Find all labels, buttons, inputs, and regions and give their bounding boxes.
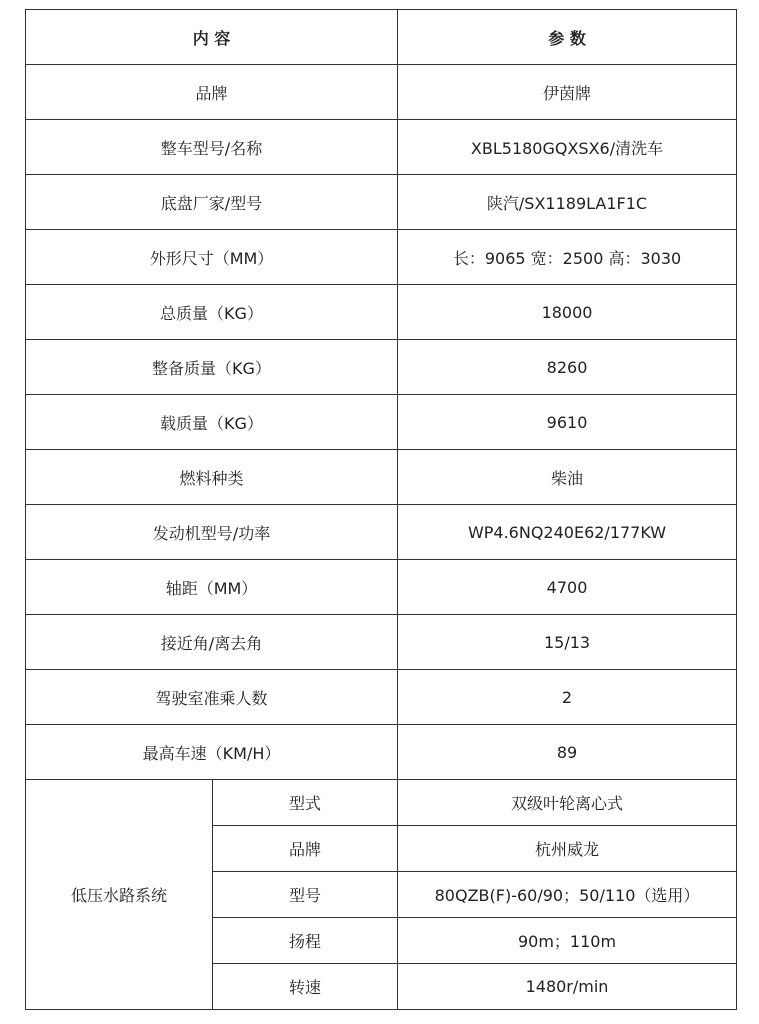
table-row xyxy=(26,285,737,340)
row-value: 4700 xyxy=(398,560,737,615)
sub-row-label: 扬程 xyxy=(213,918,398,964)
sub-row-value: 80QZB(F)-60/90；50/110（选用） xyxy=(398,872,737,918)
row-label: 最高车速（KM/H） xyxy=(26,725,398,780)
spec-table xyxy=(25,9,737,1010)
row-label: 品牌 xyxy=(26,65,398,120)
table-row xyxy=(26,670,737,725)
row-value: WP4.6NQ240E62/177KW xyxy=(398,505,737,560)
table-header-row xyxy=(26,10,737,65)
row-value: 柴油 xyxy=(398,450,737,505)
table-row xyxy=(26,340,737,395)
row-value: 18000 xyxy=(398,285,737,340)
table-row xyxy=(26,175,737,230)
sub-row-value: 杭州威龙 xyxy=(398,826,737,872)
sub-row-label: 转速 xyxy=(213,964,398,1010)
table-row xyxy=(26,615,737,670)
row-label: 总质量（KG） xyxy=(26,285,398,340)
table-row xyxy=(26,725,737,780)
row-value: 伊茵牌 xyxy=(398,65,737,120)
table-row xyxy=(26,780,737,826)
table-row xyxy=(26,230,737,285)
sub-row-value: 双级叶轮离心式 xyxy=(398,780,737,826)
table-row xyxy=(26,395,737,450)
row-value: 89 xyxy=(398,725,737,780)
water-system-group-label: 低压水路系统 xyxy=(26,780,213,1010)
sub-row-label: 型号 xyxy=(213,872,398,918)
header-content: 内 容 xyxy=(26,10,398,65)
row-label: 底盘厂家/型号 xyxy=(26,175,398,230)
row-label: 外形尺寸（MM） xyxy=(26,230,398,285)
row-value: 陕汽/SX1189LA1F1C xyxy=(398,175,737,230)
row-value: 9610 xyxy=(398,395,737,450)
row-label: 燃料种类 xyxy=(26,450,398,505)
row-label: 接近角/离去角 xyxy=(26,615,398,670)
sub-row-label: 型式 xyxy=(213,780,398,826)
header-params: 参 数 xyxy=(398,10,737,65)
table-row xyxy=(26,65,737,120)
sub-row-value: 90m；110m xyxy=(398,918,737,964)
row-label: 轴距（MM） xyxy=(26,560,398,615)
table-row xyxy=(26,560,737,615)
row-value: 15/13 xyxy=(398,615,737,670)
row-label: 驾驶室准乘人数 xyxy=(26,670,398,725)
row-value: 2 xyxy=(398,670,737,725)
row-label: 载质量（KG） xyxy=(26,395,398,450)
sub-row-label: 品牌 xyxy=(213,826,398,872)
row-label: 整车型号/名称 xyxy=(26,120,398,175)
table-row xyxy=(26,450,737,505)
row-value: 8260 xyxy=(398,340,737,395)
row-value: 长：9065 宽：2500 高：3030 xyxy=(398,230,737,285)
row-value: XBL5180GQXSX6/清洗车 xyxy=(398,120,737,175)
table-row xyxy=(26,120,737,175)
row-label: 发动机型号/功率 xyxy=(26,505,398,560)
row-label: 整备质量（KG） xyxy=(26,340,398,395)
sub-row-value: 1480r/min xyxy=(398,964,737,1010)
table-row xyxy=(26,505,737,560)
